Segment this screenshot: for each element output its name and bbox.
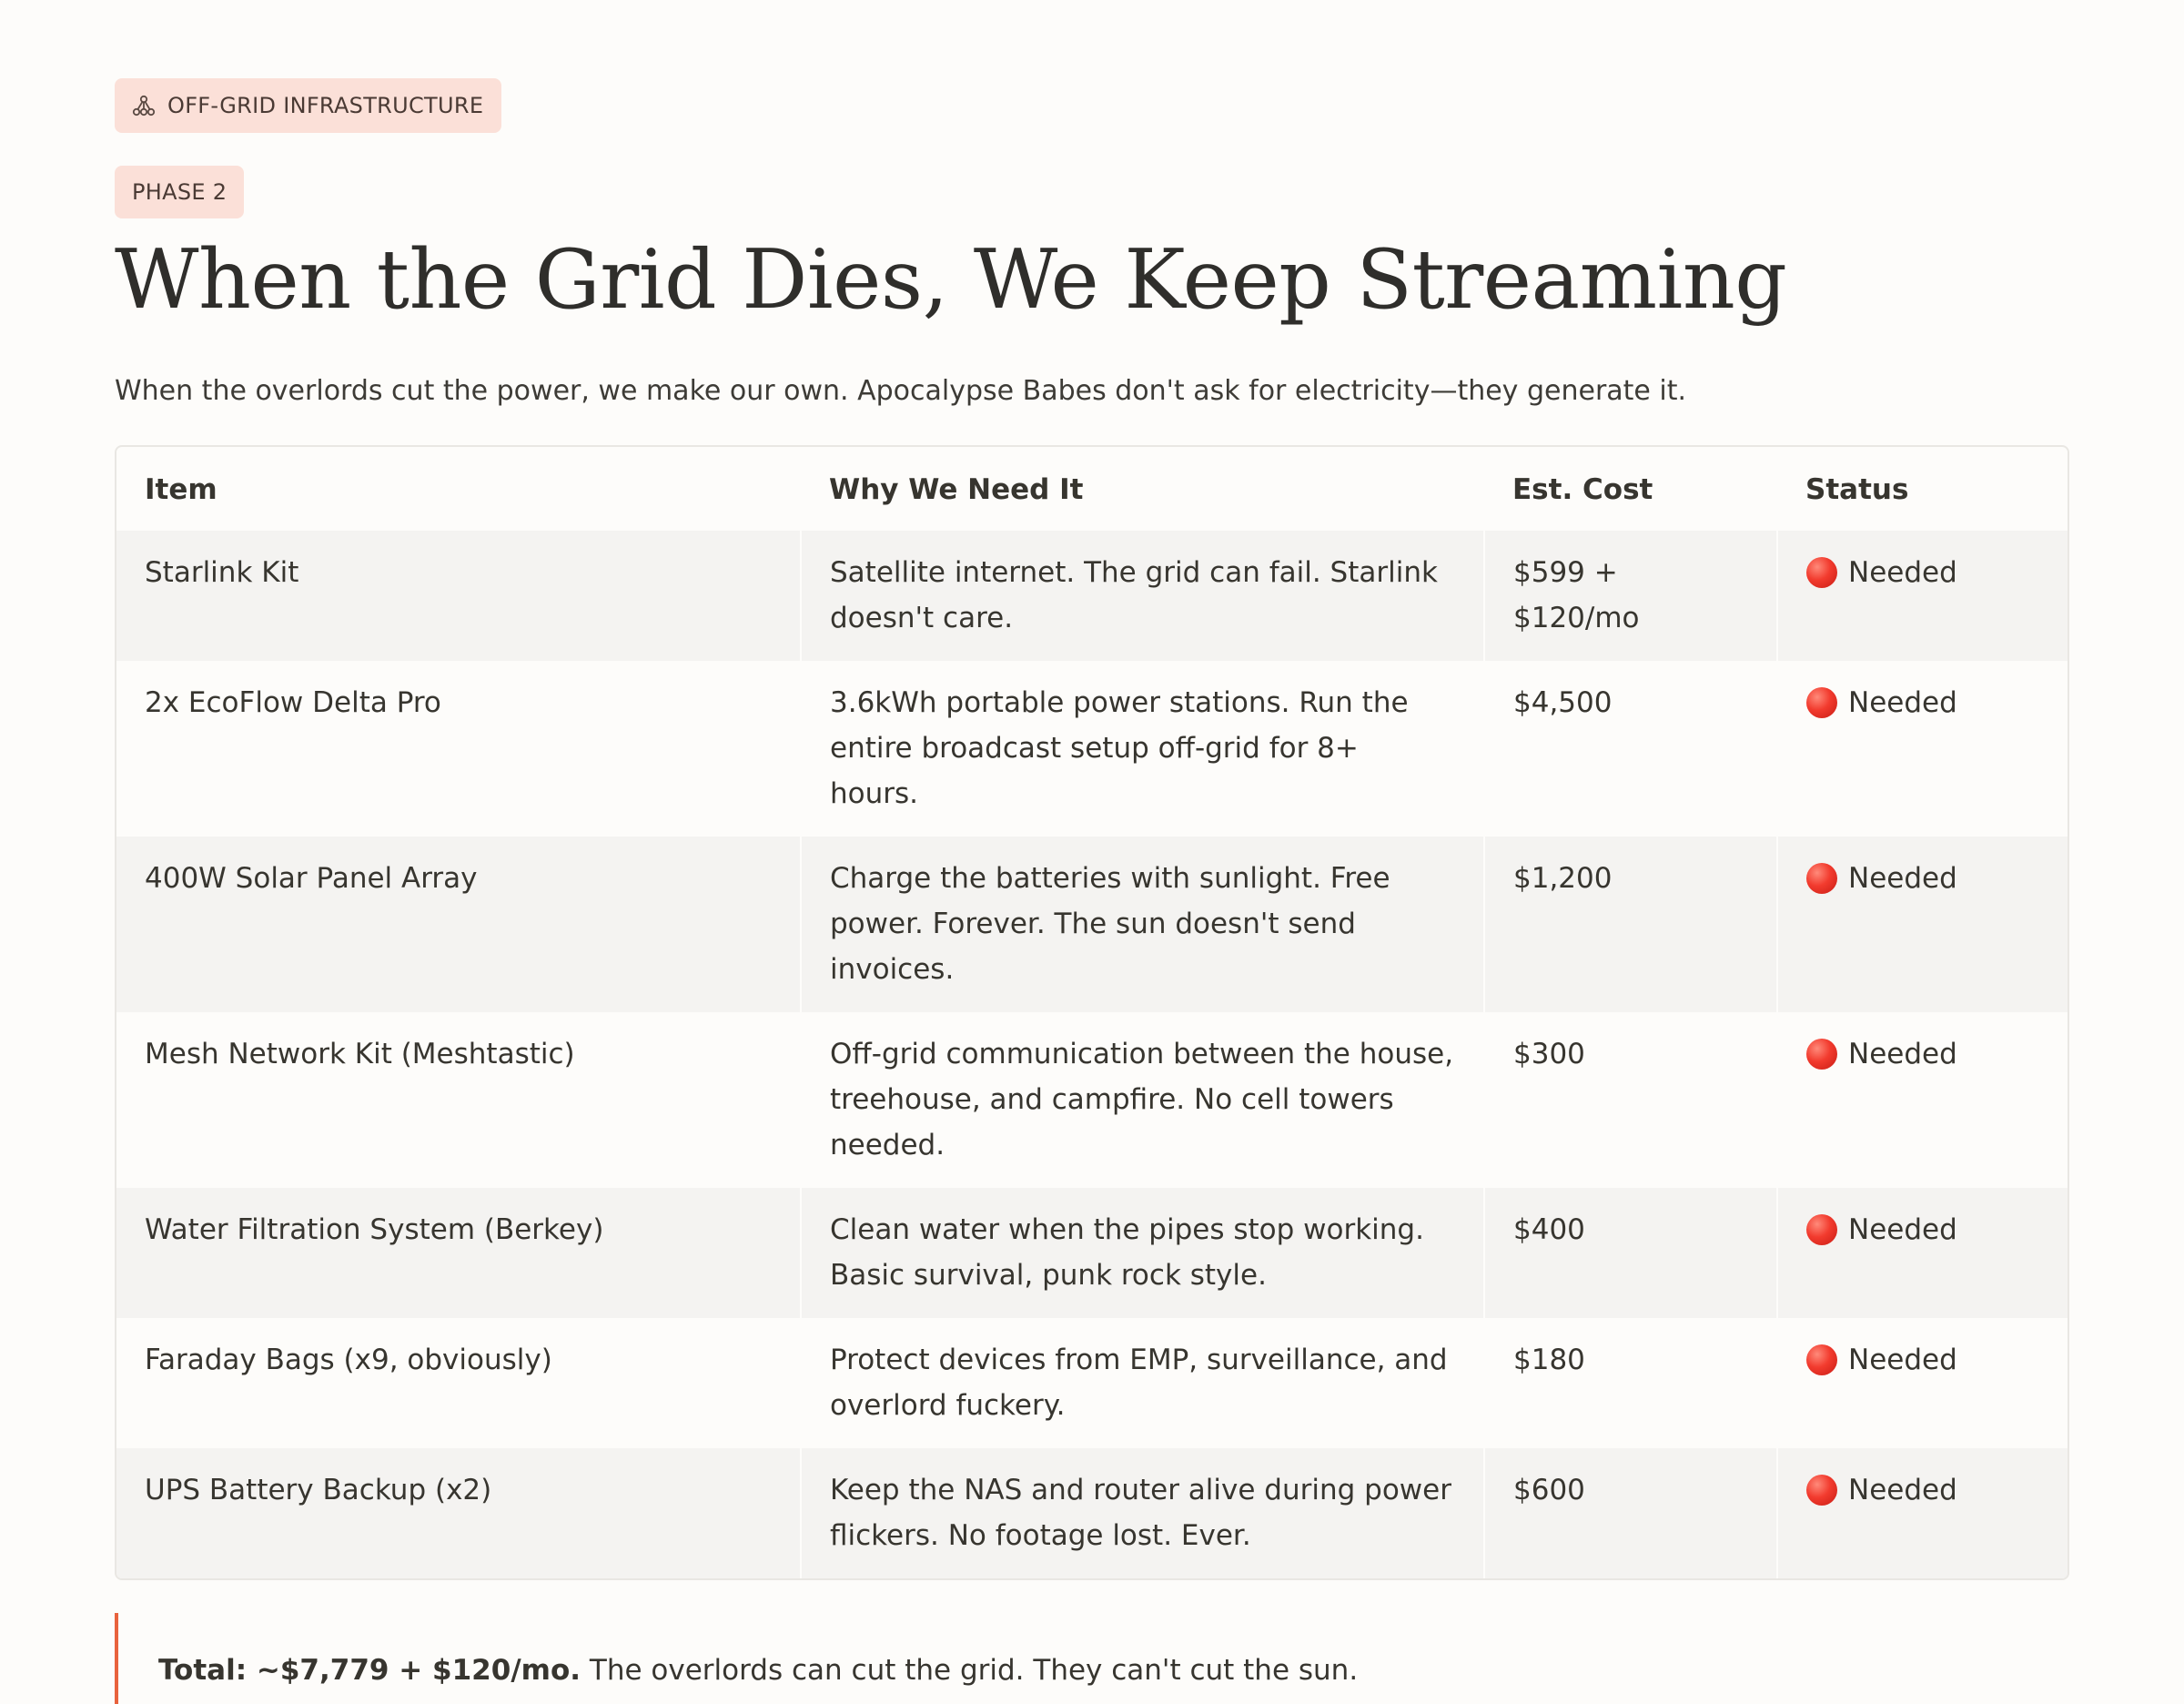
status-text: Needed: [1848, 1474, 1957, 1506]
cell-item: 400W Solar Panel Array: [116, 837, 801, 1012]
cell-item: Mesh Network Kit (Meshtastic): [116, 1012, 801, 1188]
status-text: Needed: [1848, 1038, 1957, 1070]
red-circle-icon: [1806, 863, 1837, 894]
cell-item: Water Filtration System (Berkey): [116, 1188, 801, 1318]
cell-status: [1777, 531, 2069, 661]
cell-status: [1777, 837, 2069, 1012]
callout-text: The overlords can cut the grid. They can't cut the sun.: [581, 1654, 1359, 1687]
network-nodes-icon: [131, 93, 157, 118]
red-circle-icon: [1806, 557, 1837, 588]
cell-cost: $599 + $120/mo: [1484, 531, 1777, 661]
cell-item: Starlink Kit: [116, 531, 801, 661]
cell-cost: $1,200: [1484, 837, 1777, 1012]
status-text: Needed: [1848, 686, 1957, 719]
cell-status: [1777, 1318, 2069, 1448]
cell-status: [1777, 1448, 2069, 1578]
cell-cost: $4,500: [1484, 661, 1777, 837]
cell-item: UPS Battery Backup (x2): [116, 1448, 801, 1578]
cell-status: [1777, 1012, 2069, 1188]
status-text: Needed: [1848, 1213, 1957, 1246]
red-circle-icon: [1806, 1214, 1837, 1245]
red-circle-icon: [1806, 687, 1837, 718]
cell-why: Satellite internet. The grid can fail. Starlink doesn't care.: [801, 531, 1484, 661]
table-header-row: [116, 447, 2069, 531]
total-callout: [115, 1613, 2069, 1704]
table-row: [116, 1012, 2069, 1188]
status-text: Needed: [1848, 862, 1957, 895]
category-tag-label: OFF-GRID INFRASTRUCTURE: [167, 93, 484, 118]
phase-tag: PHASE 2: [115, 166, 244, 218]
cell-cost: $300: [1484, 1012, 1777, 1188]
red-circle-icon: [1806, 1344, 1837, 1375]
table-row: [116, 1188, 2069, 1318]
equipment-table: [115, 445, 2069, 1580]
cell-status: [1777, 1188, 2069, 1318]
category-tag: [115, 78, 501, 133]
table-row: [116, 1448, 2069, 1578]
cell-cost: $180: [1484, 1318, 1777, 1448]
header-cost: Est. Cost: [1512, 473, 1653, 506]
cell-item: Faraday Bags (x9, obviously): [116, 1318, 801, 1448]
table-row: [116, 1318, 2069, 1448]
cell-item: 2x EcoFlow Delta Pro: [116, 661, 801, 837]
table-row: [116, 531, 2069, 661]
cell-cost: $400: [1484, 1188, 1777, 1318]
page-subtitle: When the overlords cut the power, we make our own. Apocalypse Babes don't ask for electricity—they generate it.: [115, 375, 1687, 407]
red-circle-icon: [1806, 1039, 1837, 1070]
page-title: When the Grid Dies, We Keep Streaming: [115, 232, 1787, 328]
callout-total: Total: ~$7,779 + $120/mo.: [158, 1654, 581, 1687]
header-why: Why We Need It: [829, 473, 1084, 506]
cell-why: 3.6kWh portable power stations. Run the entire broadcast setup off-grid for 8+ hours.: [801, 661, 1484, 837]
table-row: [116, 837, 2069, 1012]
header-status: Status: [1805, 473, 1909, 506]
status-text: Needed: [1848, 556, 1957, 589]
cell-why: Protect devices from EMP, surveillance, and overlord fuckery.: [801, 1318, 1484, 1448]
cell-status: [1777, 661, 2069, 837]
cell-cost: $600: [1484, 1448, 1777, 1578]
status-text: Needed: [1848, 1344, 1957, 1376]
cell-why: Keep the NAS and router alive during power flickers. No footage lost. Ever.: [801, 1448, 1484, 1578]
cell-why: Clean water when the pipes stop working. Basic survival, punk rock style.: [801, 1188, 1484, 1318]
table-row: [116, 661, 2069, 837]
cell-why: Charge the batteries with sunlight. Free power. Forever. The sun doesn't send invoices.: [801, 837, 1484, 1012]
red-circle-icon: [1806, 1475, 1837, 1506]
header-item: Item: [145, 473, 217, 506]
cell-why: Off-grid communication between the house, treehouse, and campfire. No cell towers needed.: [801, 1012, 1484, 1188]
